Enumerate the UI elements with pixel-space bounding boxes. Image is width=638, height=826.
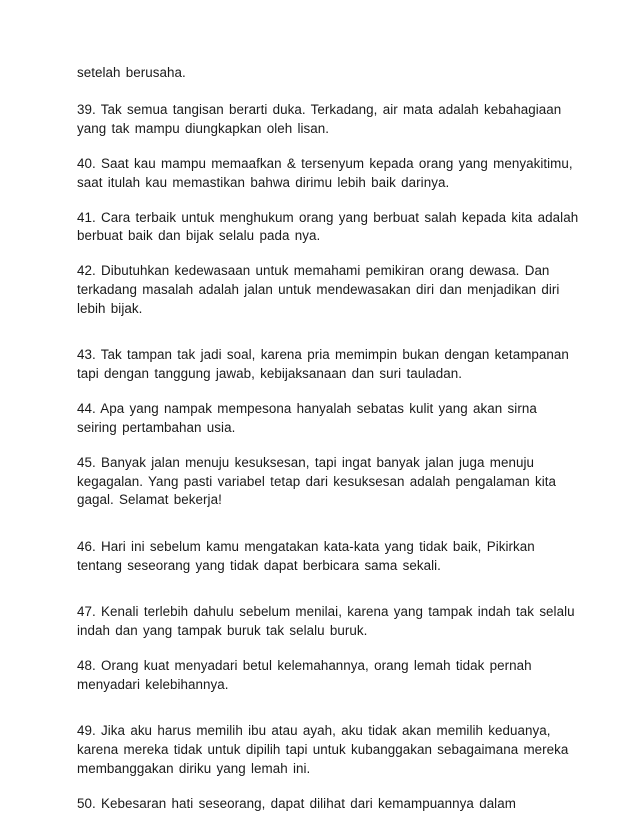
text-line: 49. Jika aku harus memilih ibu atau ayah, aku tidak akan memilih keduanya, — [77, 723, 551, 738]
text-line: setelah berusaha. — [77, 65, 186, 80]
text-line: tentang seseorang yang tidak dapat berbicara sama sekali. — [77, 558, 441, 573]
text-line: 47. Kenali terlebih dahulu sebelum menilai, karena yang tampak indah tak selalu — [77, 604, 575, 619]
text-line: 50. Kebesaran hati seseorang, dapat dilihat dari kemampuannya dalam — [77, 796, 516, 811]
text-line: seiring pertambahan usia. — [77, 420, 236, 435]
text-line: berbuat baik dan bijak selalu pada nya. — [77, 228, 321, 243]
text-line: saat itulah kau memastikan bahwa dirimu lebih baik darinya. — [77, 175, 450, 190]
text-line: 44. Apa yang nampak mempesona hanyalah sebatas kulit yang akan sirna — [77, 401, 537, 416]
text-line: lebih bijak. — [77, 301, 143, 316]
text-line: 43. Tak tampan tak jadi soal, karena pria memimpin bukan dengan ketampanan — [77, 347, 569, 362]
text-line: 40. Saat kau mampu memaafkan & tersenyum kepada orang yang menyakitimu, — [77, 156, 573, 171]
text-line: terkadang masalah adalah jalan untuk mendewasakan diri dan menjadikan diri — [77, 282, 560, 297]
text-line: 48. Orang kuat menyadari betul kelemahannya, orang lemah tidak pernah — [77, 658, 532, 673]
text-line: membanggakan diriku yang lemah ini. — [77, 761, 311, 776]
text-line: 45. Banyak jalan menuju kesuksesan, tapi ingat banyak jalan juga menuju — [77, 455, 535, 470]
text-line: indah dan yang tampak buruk tak selalu buruk. — [77, 623, 368, 638]
text-line: gagal. Selamat bekerja! — [77, 492, 222, 507]
text-line: 39. Tak semua tangisan berarti duka. Terkadang, air mata adalah kebahagiaan — [77, 102, 562, 117]
text-line: karena mereka tidak untuk dipilih tapi untuk kubanggakan sebagaimana mereka — [77, 742, 569, 757]
text-line: kegagalan. Yang pasti variabel tetap dari kesuksesan adalah pengalaman kita — [77, 474, 557, 489]
text-line: 42. Dibutuhkan kedewasaan untuk memahami pemikiran orang dewasa. Dan — [77, 263, 550, 278]
text-line: yang tak mampu diungkapkan oleh lisan. — [77, 121, 330, 136]
text-line: 41. Cara terbaik untuk menghukum orang yang berbuat salah kepada kita adalah — [77, 210, 579, 225]
text-line: tapi dengan tanggung jawab, kebijaksanaan dan suri tauladan. — [77, 366, 463, 381]
text-line: menyadari kelebihannya. — [77, 677, 229, 692]
text-line: 46. Hari ini sebelum kamu mengatakan kata-kata yang tidak baik, Pikirkan — [77, 539, 535, 554]
